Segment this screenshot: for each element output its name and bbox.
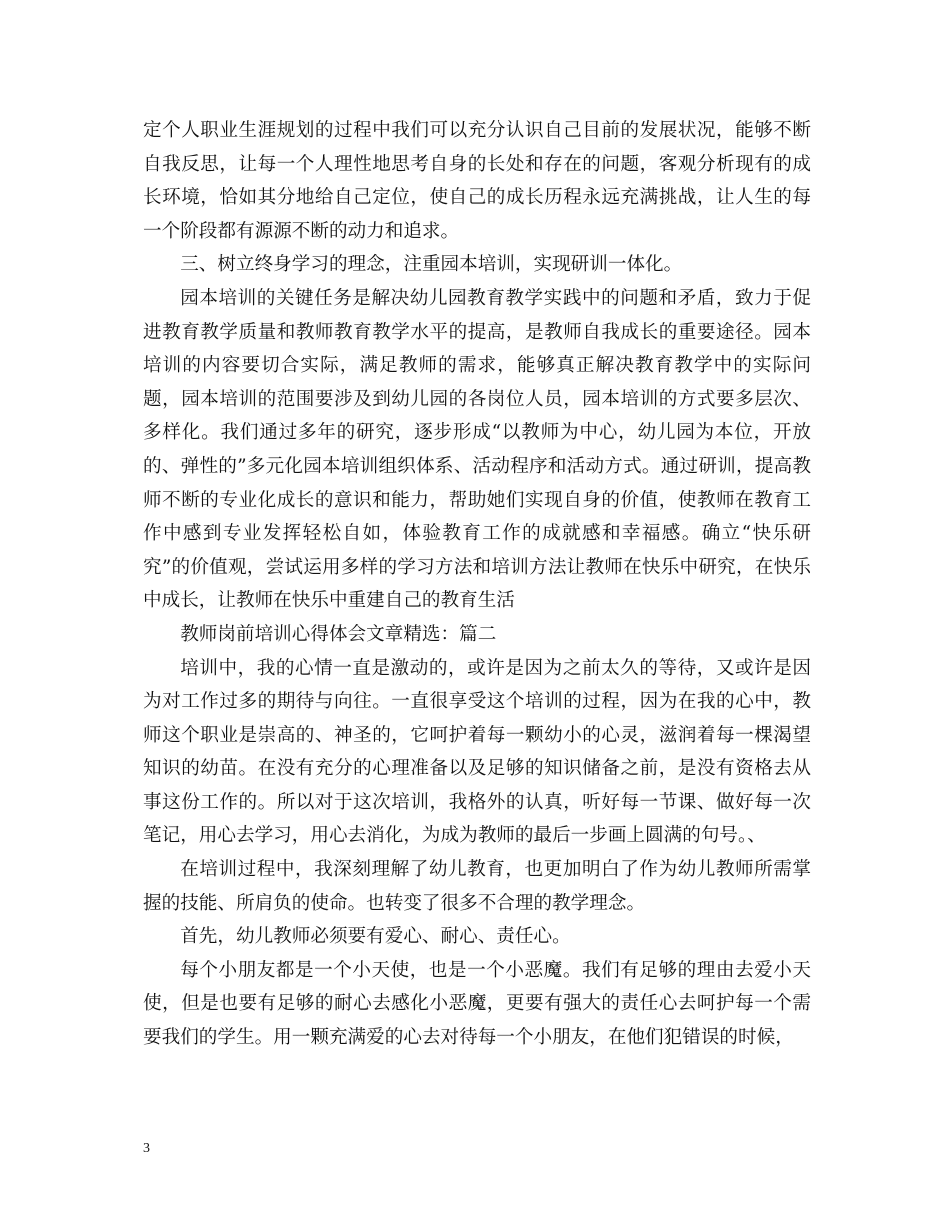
- paragraph: 定个人职业生涯规划的过程中我们可以充分认识自己目前的发展状况，能够不断自我反思，让每一个人理性地思考自身的长处和存在的问题，客观分析现有的成长环境，恰如其分地给自己定位，使自己的成长历程永远充满挑战，让人生的每一个阶段都有源源不断的动力和追求。: [143, 120, 811, 242]
- paragraph: 每个小朋友都是一个小天使，也是一个小恶魔。我们有足够的理由去爱小天使，但是也要有足够的耐心去感化小恶魔，更要有强大的责任心去呵护每一个需要我们的学生。用一颗充满爱的心去对待每一个小朋友，在他们犯错误的时候，: [143, 959, 811, 1049]
- paragraph: 园本培训的关键任务是解决幼儿园教育教学实践中的问题和矛盾，致力于促进教育教学质量和教师教育教学水平的提高，是教师自我成长的重要途径。园本培训的内容要切合实际，满足教师的需求，能够真正解决教育教学中的实际问题，园本培训的范围要涉及到幼儿园的各岗位人员，园本培训的方式要多层次、多样化。我们通过多年的研究，逐步形成“以教师为中心，幼儿园为本位，开放的、弹性的”多元化园本培训组织体系、活动程序和活动方式。通过研训，提高教师不断的专业化成长的意识和能力，帮助她们实现自身的价值，使教师在教育工作中感到专业发挥轻松自如，体验教育工作的成就感和幸福感。确立“快乐研究”的价值观，尝试运用多样的学习方法和培训方法让教师在快乐中研究，在快乐中成长，让教师在快乐中重建自己的教育生活: [143, 287, 811, 612]
- paragraph: 培训中，我的心情一直是激动的，或许是因为之前太久的等待，又或许是因为对工作过多的期待与向往。一直很享受这个培训的过程，因为在我的心中，教师这个职业是崇高的、神圣的，它呵护着每一颗幼小的心灵，滋润着每一棵渴望知识的幼苗。在没有充分的心理准备以及足够的知识储备之前，是没有资格去从事这份工作的。所以对于这次培训，我格外的认真，听好每一节课、做好每一次笔记，用心去学习，用心去消化，为成为教师的最后一步画上圆满的句号。、: [143, 657, 811, 847]
- document-body: [143, 114, 811, 1055]
- article-subtitle: 教师岗前培训心得体会文章精选：篇二: [180, 623, 497, 645]
- paragraph: 在培训过程中，我深刻理解了幼儿教育，也更加明白了作为幼儿教师所需掌握的技能、所肩负的使命。也转变了很多不合理的教学理念。: [143, 859, 811, 914]
- page-number: 3: [143, 1141, 150, 1156]
- section-heading: 三、树立终身学习的理念，注重园本培训，实现研训一体化。: [180, 254, 683, 276]
- paragraph: 首先，幼儿教师必须要有爱心、耐心、责任心。: [180, 926, 571, 948]
